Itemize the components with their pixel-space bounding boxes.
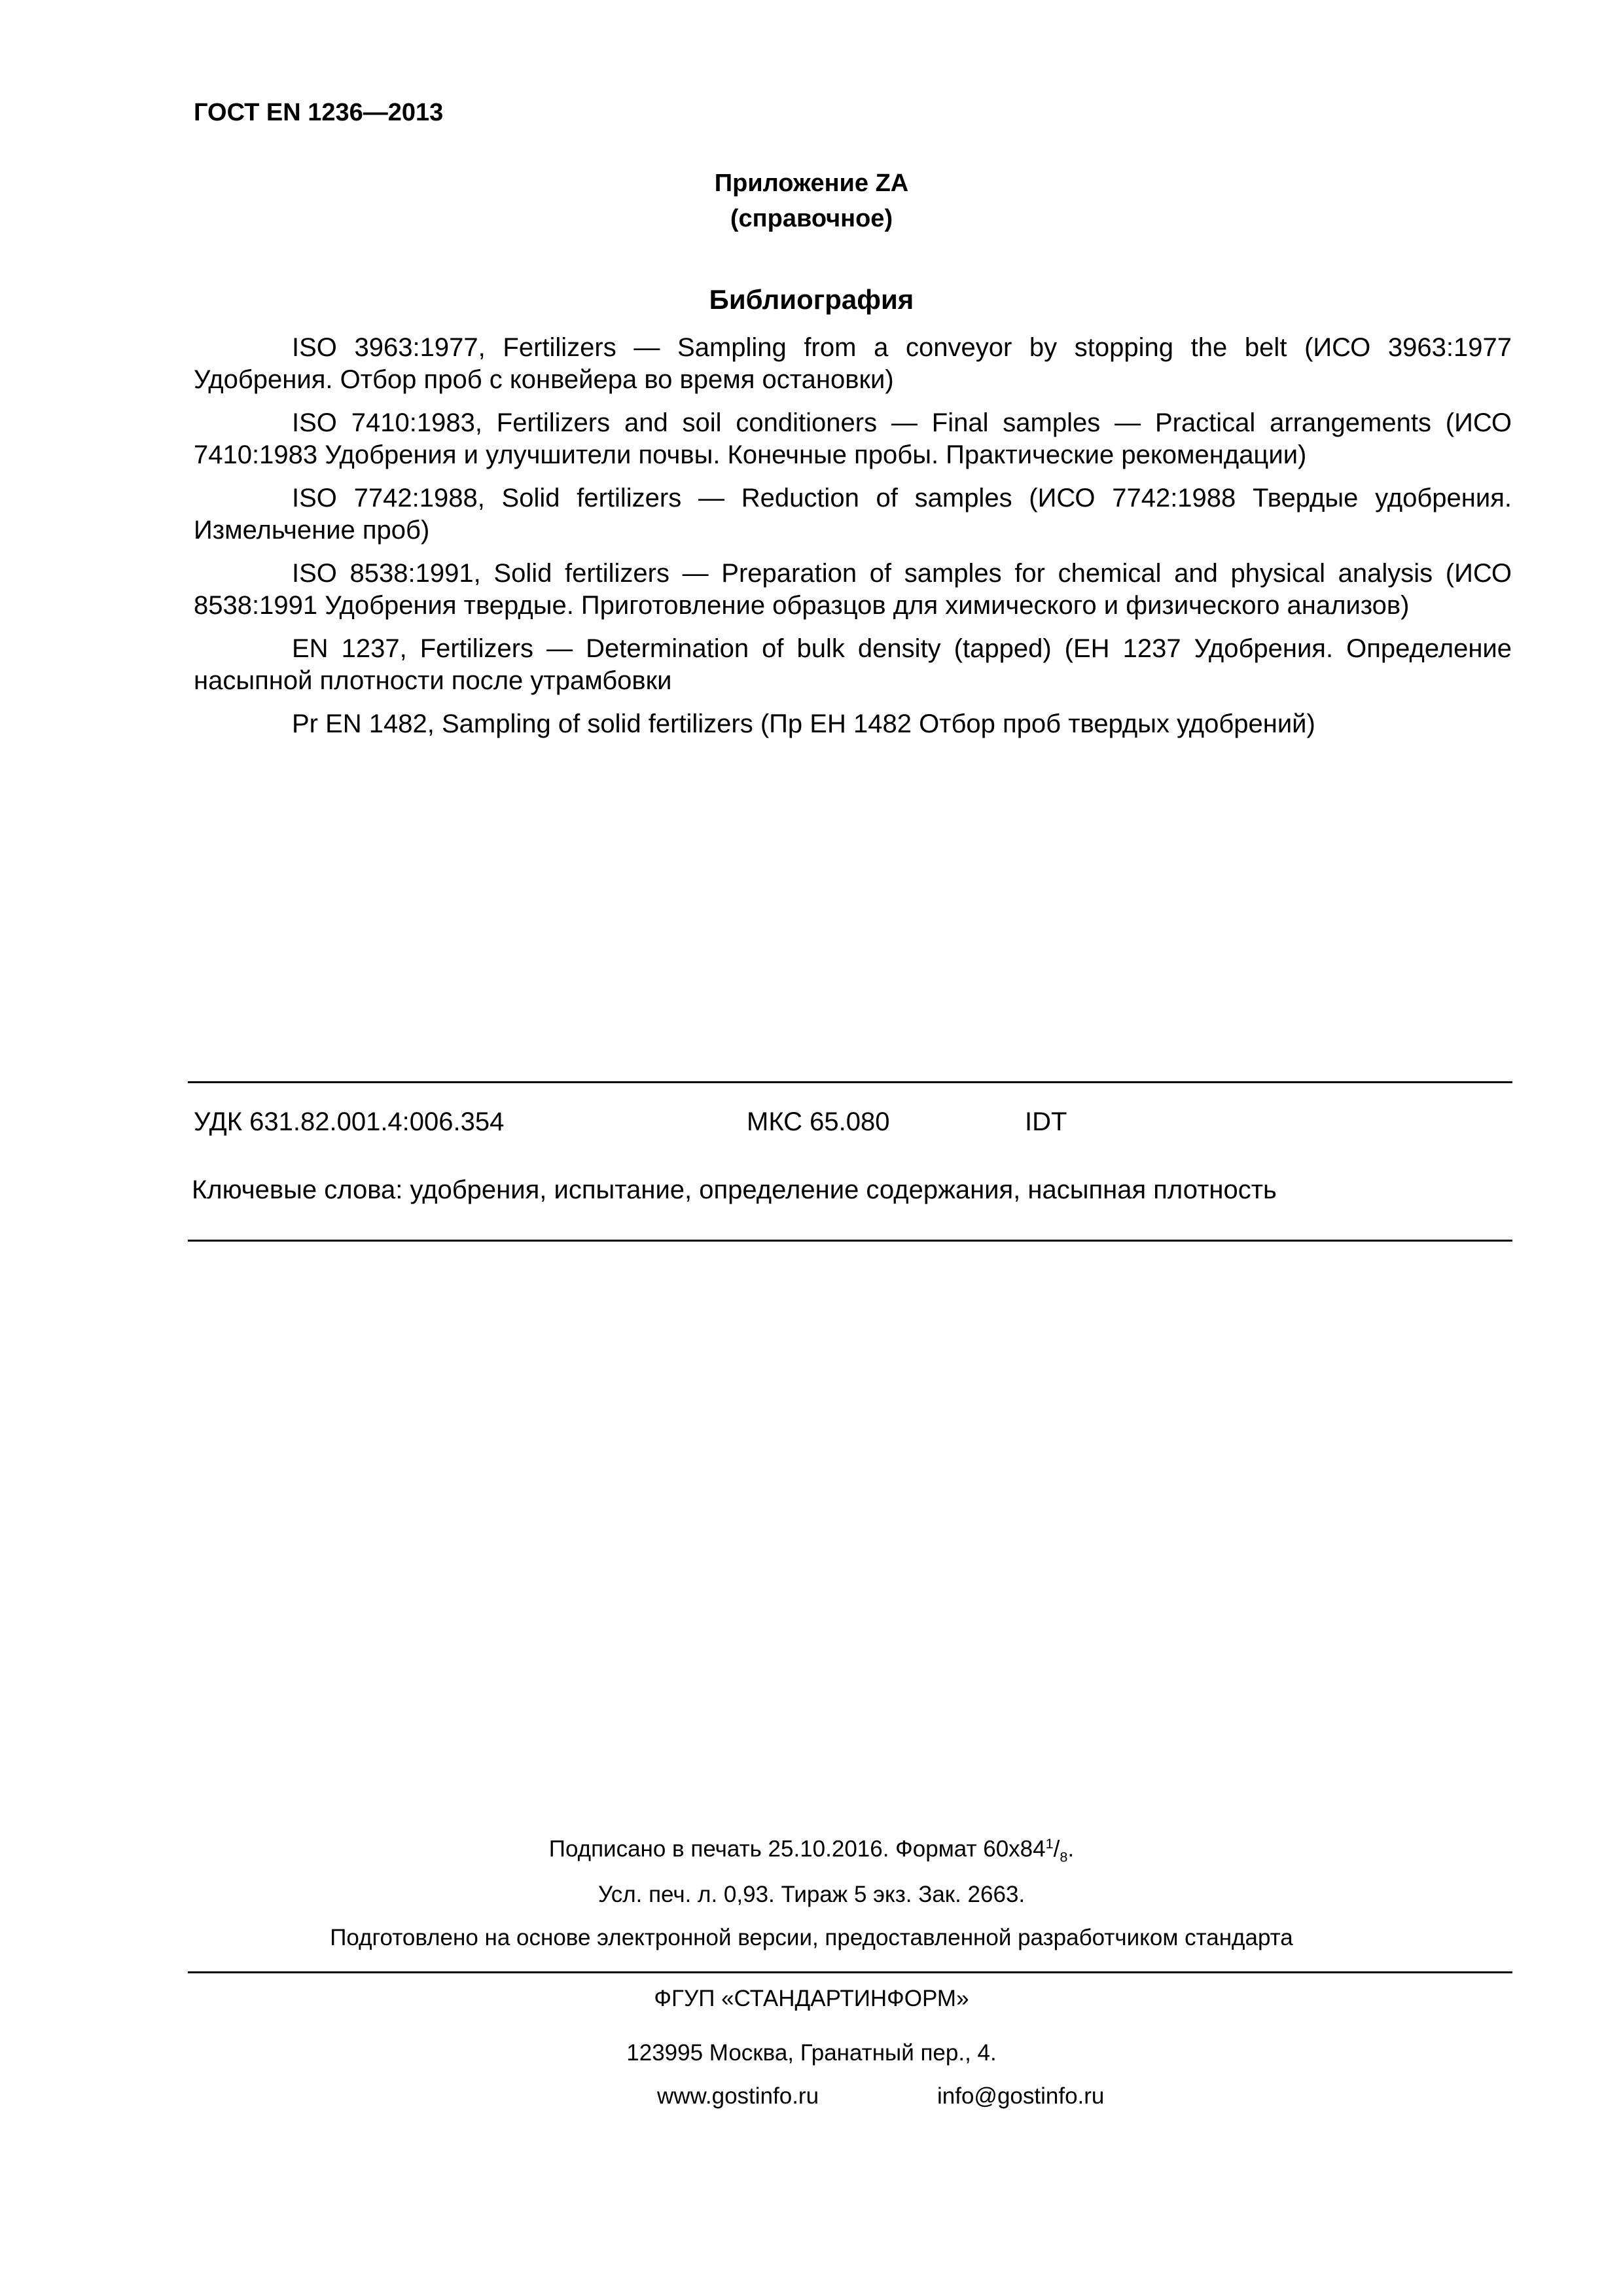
bibliography-title: Библиография [709, 284, 914, 315]
publisher-name: ФГУП «СТАНДАРТИНФОРМ» [654, 1986, 969, 2011]
bibliography-item: ISO 3963:1977, Fertilizers — Sampling from a conveyor by stopping the belt (ИСО 3963:1977 Удобрения. Отбор проб с конвейера во время остановки) [194, 333, 1512, 394]
imprint-signed-text: Подписано в печать 25.10.2016. Формат 60x84 [548, 1836, 1046, 1862]
imprint-prepared: Подготовлено на основе электронной версии, предоставленной разработчиком стандарта [330, 1925, 1293, 1950]
page-header-doc-code: ГОСТ EN 1236—2013 [194, 99, 444, 126]
classification-bottom-divider [188, 1240, 1512, 1242]
format-end: . [1067, 1836, 1075, 1862]
bibliography-list [194, 332, 1512, 751]
bibliography-item: ISO 8538:1991, Solid fertilizers — Preparation of samples for chemical and physical analysis (ИСО 8538:1991 Удобрения твердые. Приготовление образцов для химического и физического анализов) [194, 559, 1512, 620]
bibliography-item: ISO 7410:1983, Fertilizers and soil conditioners — Final samples — Practical arrangements (ИСО 7410:1983 Удобрения и улучшители почвы. Конечные пробы. Практические рекомендации) [194, 408, 1512, 469]
mks-code: МКС 65.080 [747, 1107, 890, 1136]
publisher-website: www.gostinfo.ru [657, 2083, 819, 2109]
imprint-print-info: Усл. печ. л. 0,93. Тираж 5 экз. Зак. 2663. [597, 1882, 1026, 1907]
bibliography-item: Pr EN 1482, Sampling of solid fertilizers (Пр ЕН 1482 Отбор проб твердых удобрений) [292, 709, 1315, 738]
idt-marker: IDT [1025, 1107, 1067, 1136]
udk-code: УДК 631.82.001.4:006.354 [194, 1107, 505, 1136]
bibliography-item: EN 1237, Fertilizers — Determination of bulk density (tapped) (ЕН 1237 Удобрения. Определение насыпной плотности после утрамбовки [194, 634, 1512, 695]
annex-type: (справочное) [730, 205, 893, 232]
publisher-email: info@gostinfo.ru [937, 2083, 1105, 2109]
imprint-signed [0, 1835, 1623, 1866]
publisher-address: 123995 Москва, Гранатный пер., 4. [626, 2040, 997, 2066]
format-slash: / [1053, 1836, 1060, 1862]
bibliography-item: ISO 7742:1988, Solid fertilizers — Reduction of samples (ИСО 7742:1988 Твердые удобрения. Измельчение проб) [194, 484, 1512, 545]
format-numerator: 1 [1045, 1835, 1054, 1852]
annex-title: Приложение ZA [714, 170, 909, 197]
keywords: Ключевые слова: удобрения, испытание, определение содержания, насыпная плотность [192, 1175, 1277, 1204]
format-denominator: 8 [1060, 1848, 1068, 1865]
imprint-divider [188, 1971, 1512, 1973]
classification-top-divider [188, 1081, 1512, 1083]
